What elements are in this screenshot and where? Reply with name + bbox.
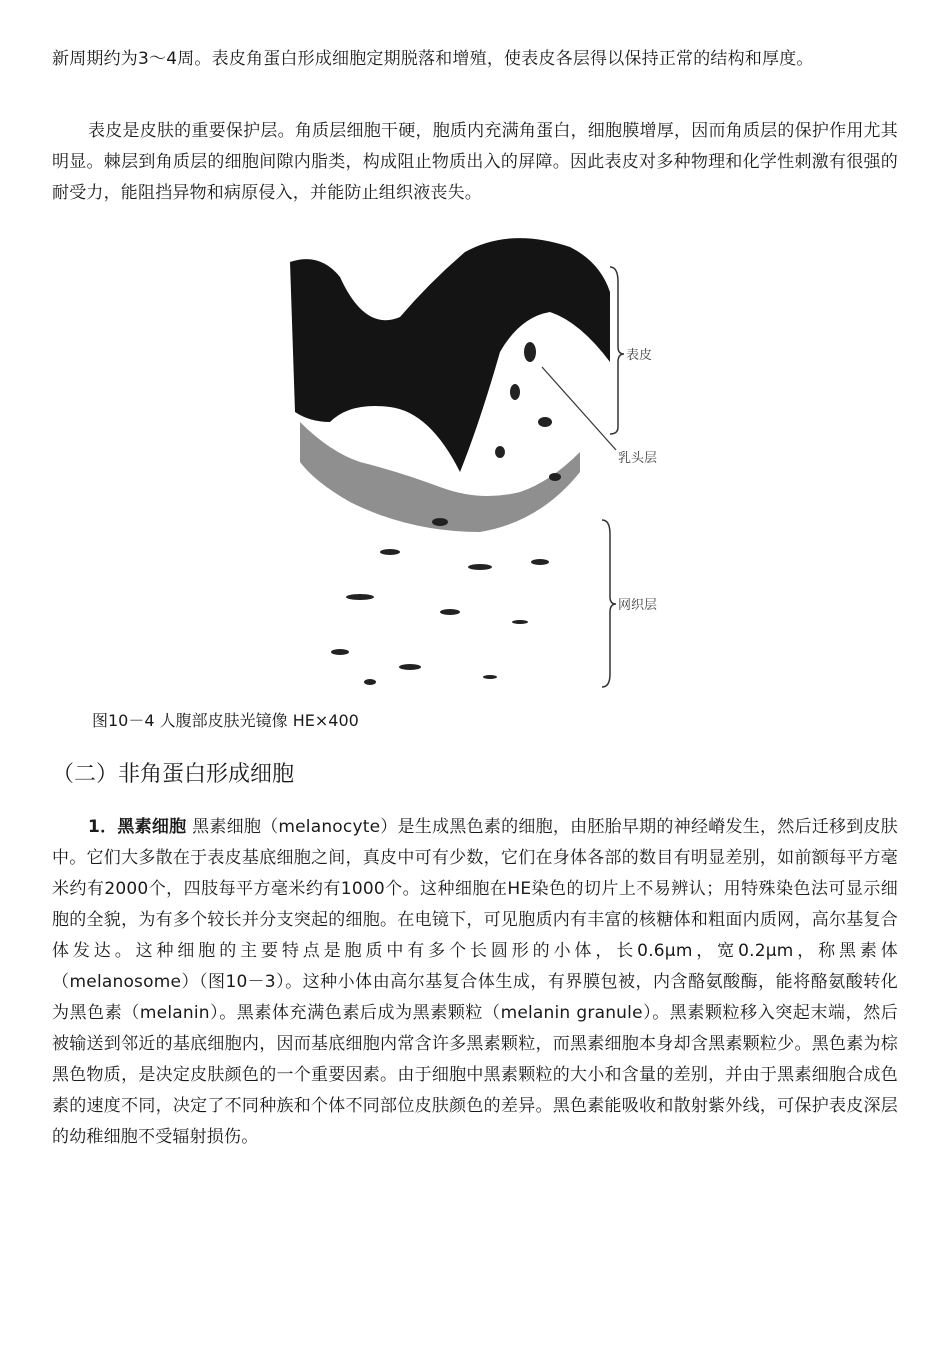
item-number: 1． — [88, 817, 118, 837]
section-heading: （二）非角蛋白形成细胞 — [52, 762, 295, 787]
skin-micrograph-image — [280, 222, 680, 702]
item-term: 黑素细胞 — [117, 817, 187, 837]
paragraph-continuation: 新周期约为3～4周。表皮角蛋白形成细胞定期脱落和增殖，使表皮各层得以保持正常的结构和厚度。 — [52, 49, 814, 69]
label-epidermis: 表皮 — [626, 348, 653, 363]
label-reticular-layer: 网织层 — [618, 598, 658, 613]
melanocyte-body-text: 黑素细胞（melanocyte）是生成黑色素的细胞，由胚胎早期的神经嵴发生，然后迁移到皮肤中。它们大多散在于表皮基底细胞之间，真皮中可有少数，它们在身体各部的数目有明显差别，如前额每平方毫米约有2000个，四肢每平方毫米约有1000个。这种细胞在HE染色的切片上不易辨认；用特殊染色法可显示细胞的全貌，为有多个较长并分支突起的细胞。在电镜下，可见胞质内有丰富的核糖体和粗面内质网，高尔基复合体发达。这种细胞的主要特点是胞质中有多个长圆形的小体，长0.6μm，宽0.2μm，称黑素体（melanosome）（图10－3）。这种小体由高尔基复合体生成，有界膜包被，内含酪氨酸酶，能将酪氨酸转化为黑色素（melanin）。黑素体充满色素后成为黑素颗粒（melanin granule）。黑素颗粒移入突起末端，然后被输送到邻近的基底细胞内，因而基底细胞内常含许多黑素颗粒，而黑素细胞本身却含黑素颗粒少。黑色素为棕黑色物质，是决定皮肤颜色的一个重要因素。由于细胞中黑素颗粒的大小和含量的差别，并由于黑素细胞合成色素的速度不同，决定了不同种族和个体不同部位皮肤颜色的差异。黑色素能吸收和散射紫外线，可保护表皮深层的幼稚细胞不受辐射损伤。 — [52, 817, 899, 1147]
paragraph-epidermis-protection: 表皮是皮肤的重要保护层。角质层细胞干硬，胞质内充满角蛋白，细胞膜增厚，因而角质层的保护作用尤其明显。棘层到角质层的细胞间隙内脂类，构成阻止物质出入的屏障。因此表皮对多种物理和化学性刺激有很强的耐受力，能阻挡异物和病原侵入，并能防止组织液丧失。 — [52, 121, 898, 203]
figure-caption: 图10－4 人腹部皮肤光镜像 HE×400 — [92, 711, 359, 730]
paragraph-melanocyte — [52, 812, 898, 1153]
skin-micrograph-figure — [280, 222, 680, 702]
label-papillary-layer: 乳头层 — [618, 451, 658, 466]
